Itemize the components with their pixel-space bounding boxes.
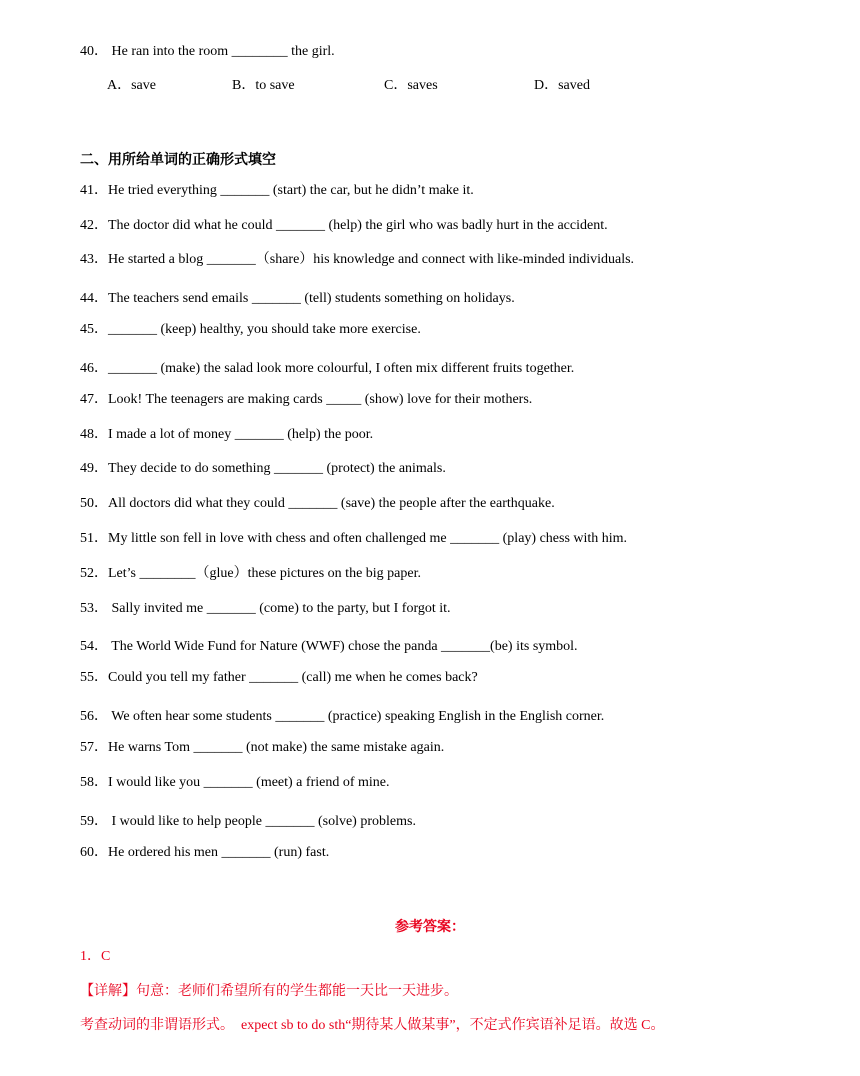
section-title: 二、用所给单词的正确形式填空 — [80, 153, 276, 168]
question-number: 56． — [80, 709, 108, 724]
option-d: D．saved — [534, 78, 590, 93]
question-number: 60． — [80, 845, 108, 860]
question-text: I would like you _______ (meet) a friend of mine. — [108, 775, 390, 790]
option-a: A．save — [107, 78, 156, 93]
question-number: 42． — [80, 218, 108, 233]
question-text: We often hear some students _______ (practice) speaking English in the English corner. — [108, 709, 605, 724]
question-45 — [80, 321, 830, 339]
question-text: All doctors did what they could _______ (save) the people after the earthquake. — [108, 496, 555, 511]
question-60 — [80, 844, 830, 862]
question-text: _______ (keep) healthy, you should take more exercise. — [108, 322, 421, 337]
question-text: My little son fell in love with chess and often challenged me _______ (play) chess with him. — [108, 531, 628, 546]
question-text: He warns Tom _______ (not make) the same mistake again. — [108, 740, 445, 755]
question-58 — [80, 774, 830, 792]
question-text: He tried everything _______ (start) the car, but he didn’t make it. — [108, 183, 474, 198]
question-53 — [80, 600, 830, 618]
question-text: Sally invited me _______ (come) to the party, but I forgot it. — [108, 601, 451, 616]
answers-title: 参考答案： — [395, 920, 465, 935]
question-text: Could you tell my father _______ (call) me when he comes back? — [108, 670, 478, 685]
question-number: 58． — [80, 775, 108, 790]
question-text: He ran into the room ________ the girl. — [111, 44, 335, 59]
question-number: 54． — [80, 639, 108, 654]
question-55 — [80, 669, 830, 687]
question-text: _______ (make) the salad look more colourful, I often mix different fruits together. — [108, 361, 575, 376]
question-number: 51． — [80, 531, 108, 546]
question-51 — [80, 530, 830, 548]
question-40 — [80, 43, 830, 61]
question-text: The doctor did what he could _______ (help) the girl who was badly hurt in the accident. — [108, 218, 608, 233]
question-text: He ordered his men _______ (run) fast. — [108, 845, 330, 860]
question-number: 49． — [80, 461, 108, 476]
question-number: 50． — [80, 496, 108, 511]
question-number: 52． — [80, 566, 108, 581]
question-text: The teachers send emails _______ (tell) students something on holidays. — [108, 291, 515, 306]
question-number: 59． — [80, 814, 108, 829]
question-43 — [80, 251, 830, 269]
question-text: The World Wide Fund for Nature (WWF) chose the panda _______(be) its symbol. — [108, 639, 578, 654]
question-42 — [80, 217, 830, 235]
answer-explanation-1: 【详解】句意：老师们希望所有的学生都能一天比一天进步。 — [80, 984, 458, 999]
question-number: 53． — [80, 601, 108, 616]
question-number: 41． — [80, 183, 108, 198]
question-number: 47． — [80, 392, 108, 407]
option-b: B．to save — [232, 78, 295, 93]
question-49 — [80, 460, 830, 478]
question-44 — [80, 290, 830, 308]
question-text: Let’s ________（glue）these pictures on the big paper. — [108, 566, 421, 581]
question-number: 48． — [80, 427, 108, 442]
question-number: 40． — [80, 44, 108, 59]
question-41 — [80, 182, 830, 200]
option-c: C．saves — [384, 78, 438, 93]
question-text: He started a blog _______（share）his knowledge and connect with like-minded individuals. — [108, 252, 635, 267]
answer-item-1: 1．C — [80, 949, 111, 964]
answer-explanation-2: 考查动词的非谓语形式。 expect sb to do sth“期待某人做某事”，不定式作宾语补足语。故选 C。 — [80, 1018, 665, 1033]
question-text: Look! The teenagers are making cards _____ (show) love for their mothers. — [108, 392, 533, 407]
question-52 — [80, 565, 830, 583]
question-number: 45． — [80, 322, 108, 337]
question-number: 46． — [80, 361, 108, 376]
question-46 — [80, 360, 830, 378]
question-number: 43． — [80, 252, 108, 267]
question-59 — [80, 813, 830, 831]
question-number: 44． — [80, 291, 108, 306]
question-54 — [80, 638, 830, 656]
question-48 — [80, 426, 830, 444]
question-text: I made a lot of money _______ (help) the poor. — [108, 427, 374, 442]
question-47 — [80, 391, 830, 409]
question-number: 57． — [80, 740, 108, 755]
question-50 — [80, 495, 830, 513]
question-text: They decide to do something _______ (protect) the animals. — [108, 461, 446, 476]
question-57 — [80, 739, 830, 757]
question-56 — [80, 708, 830, 726]
question-text: I would like to help people _______ (solve) problems. — [108, 814, 416, 829]
question-number: 55． — [80, 670, 108, 685]
